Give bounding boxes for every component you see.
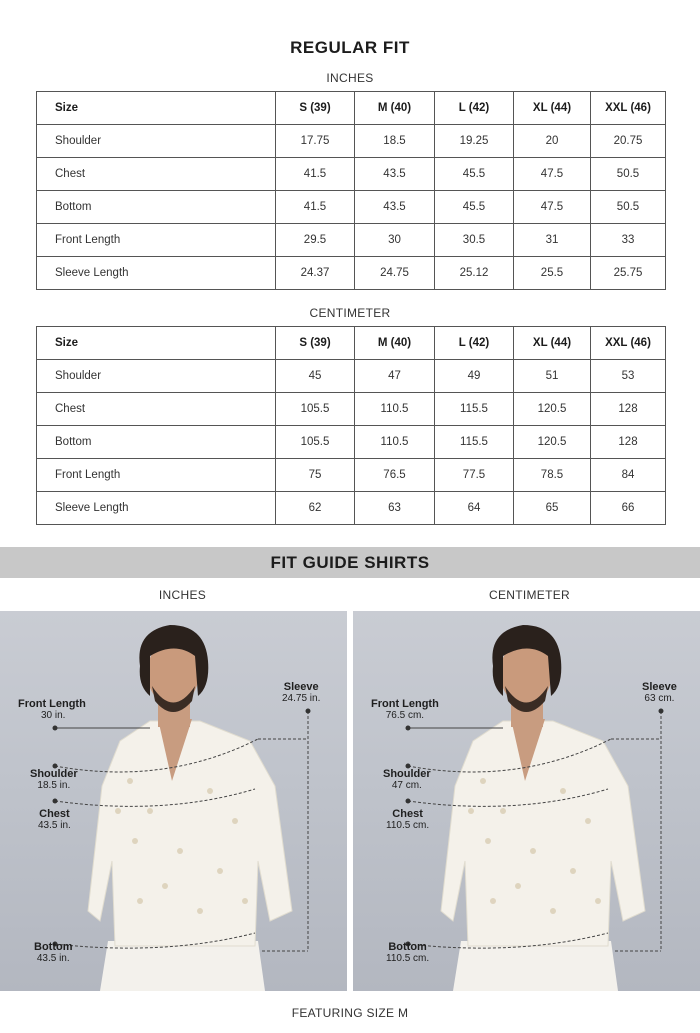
table-cell: 76.5 <box>355 459 435 492</box>
front-length-annotation <box>18 698 86 722</box>
table-cell: 50.5 <box>591 191 666 224</box>
row-label: Chest <box>37 393 276 426</box>
sleeve-annotation <box>642 681 677 705</box>
model-illustration <box>0 611 347 991</box>
table-cell: 47.5 <box>514 191 591 224</box>
table-row <box>37 191 666 224</box>
table-row <box>37 257 666 290</box>
table-cell: 120.5 <box>514 393 591 426</box>
table-cell: 110.5 <box>355 393 435 426</box>
table-cell: 25.5 <box>514 257 591 290</box>
row-label: Bottom <box>37 426 276 459</box>
chest-annotation <box>38 808 71 832</box>
featured-size-note: FEATURING SIZE M <box>291 1006 409 1020</box>
table-row <box>37 492 666 525</box>
annotation-name: Shoulder <box>30 768 78 780</box>
row-label: Front Length <box>37 224 276 257</box>
row-label: Front Length <box>37 459 276 492</box>
header-cell: L (42) <box>435 92 514 125</box>
table-cell: 128 <box>591 393 666 426</box>
table-cell: 120.5 <box>514 426 591 459</box>
table-cell: 115.5 <box>435 426 514 459</box>
front-length-annotation <box>371 698 439 722</box>
header-cell: Size <box>37 92 276 125</box>
annotation-name: Sleeve <box>642 681 677 693</box>
table-cell: 84 <box>591 459 666 492</box>
table-row <box>37 158 666 191</box>
table-cell: 62 <box>276 492 355 525</box>
annotation-name: Chest <box>39 808 70 820</box>
table-cell: 33 <box>591 224 666 257</box>
table-row <box>37 426 666 459</box>
table-cell: 110.5 <box>355 426 435 459</box>
table-cell: 41.5 <box>276 191 355 224</box>
fit-guide-photo-inches <box>0 611 347 991</box>
header-cell: S (39) <box>276 92 355 125</box>
table-cell: 24.37 <box>276 257 355 290</box>
centimeter-table-label: CENTIMETER <box>309 306 391 320</box>
table-cell: 75 <box>276 459 355 492</box>
shoulder-annotation <box>30 768 78 792</box>
table-cell: 41.5 <box>276 158 355 191</box>
table-cell: 17.75 <box>276 125 355 158</box>
table-cell: 66 <box>591 492 666 525</box>
header-cell: XL (44) <box>514 92 591 125</box>
annotation-name: Bottom <box>388 941 427 953</box>
header-cell: XXL (46) <box>591 327 666 360</box>
annotation-value: 110.5 cm. <box>386 820 430 831</box>
table-cell: 63 <box>355 492 435 525</box>
annotation-name: Shoulder <box>383 768 431 780</box>
header-cell: M (40) <box>355 327 435 360</box>
table-cell: 50.5 <box>591 158 666 191</box>
table-cell: 18.5 <box>355 125 435 158</box>
table-cell: 30.5 <box>435 224 514 257</box>
model-illustration <box>353 611 700 991</box>
row-label: Chest <box>37 158 276 191</box>
table-header-row <box>37 327 666 360</box>
annotation-name: Bottom <box>34 941 73 953</box>
table-row <box>37 125 666 158</box>
inches-table-label: INCHES <box>326 71 374 85</box>
table-cell: 64 <box>435 492 514 525</box>
table-cell: 115.5 <box>435 393 514 426</box>
table-row <box>37 393 666 426</box>
annotation-value: 18.5 in. <box>37 780 71 791</box>
header-cell: XXL (46) <box>591 92 666 125</box>
fit-guide-centimeter-label: CENTIMETER <box>489 588 570 602</box>
table-cell: 47.5 <box>514 158 591 191</box>
annotation-name: Chest <box>392 808 423 820</box>
table-cell: 30 <box>355 224 435 257</box>
table-cell: 43.5 <box>355 191 435 224</box>
bottom-annotation <box>386 941 429 965</box>
annotation-value: 30 in. <box>41 710 66 721</box>
chest-annotation <box>386 808 429 832</box>
table-cell: 77.5 <box>435 459 514 492</box>
table-cell: 24.75 <box>355 257 435 290</box>
table-cell: 45.5 <box>435 158 514 191</box>
annotation-value: 47 cm. <box>391 780 422 791</box>
table-cell: 105.5 <box>276 426 355 459</box>
header-cell: XL (44) <box>514 327 591 360</box>
table-cell: 78.5 <box>514 459 591 492</box>
sleeve-annotation <box>282 681 320 705</box>
annotation-value: 43.5 in. <box>38 820 71 831</box>
annotation-name: Sleeve <box>283 681 319 693</box>
annotation-name: Front Length <box>371 698 439 710</box>
table-cell: 45.5 <box>435 191 514 224</box>
table-cell: 19.25 <box>435 125 514 158</box>
table-cell: 25.75 <box>591 257 666 290</box>
table-cell: 43.5 <box>355 158 435 191</box>
annotation-name: Front Length <box>18 698 86 710</box>
annotation-value: 63 cm. <box>644 693 675 704</box>
shoulder-annotation <box>383 768 431 792</box>
table-row <box>37 459 666 492</box>
row-label: Sleeve Length <box>37 257 276 290</box>
table-cell: 45 <box>276 360 355 393</box>
table-header-row <box>37 92 666 125</box>
row-label: Shoulder <box>37 360 276 393</box>
header-cell: S (39) <box>276 327 355 360</box>
table-cell: 20 <box>514 125 591 158</box>
table-cell: 29.5 <box>276 224 355 257</box>
table-row <box>37 360 666 393</box>
table-cell: 47 <box>355 360 435 393</box>
header-cell: M (40) <box>355 92 435 125</box>
fit-guide-photo-centimeter <box>353 611 700 991</box>
table-cell: 105.5 <box>276 393 355 426</box>
centimeter-size-table <box>36 326 666 525</box>
header-cell: Size <box>37 327 276 360</box>
annotation-value: 76.5 cm. <box>385 710 425 721</box>
annotation-value: 43.5 in. <box>36 953 70 964</box>
table-cell: 51 <box>514 360 591 393</box>
table-cell: 53 <box>591 360 666 393</box>
annotation-value: 110.5 cm. <box>386 953 430 964</box>
table-cell: 49 <box>435 360 514 393</box>
table-row <box>37 224 666 257</box>
row-label: Bottom <box>37 191 276 224</box>
annotation-value: 24.75 in. <box>282 693 321 704</box>
table-cell: 31 <box>514 224 591 257</box>
header-cell: L (42) <box>435 327 514 360</box>
page-title: REGULAR FIT <box>290 38 410 57</box>
fit-guide-inches-label: INCHES <box>158 588 207 602</box>
table-cell: 20.75 <box>591 125 666 158</box>
table-cell: 25.12 <box>435 257 514 290</box>
row-label: Shoulder <box>37 125 276 158</box>
fit-guide-banner: FIT GUIDE SHIRTS <box>0 547 700 578</box>
inches-size-table <box>36 91 666 290</box>
table-cell: 65 <box>514 492 591 525</box>
row-label: Sleeve Length <box>37 492 276 525</box>
bottom-annotation <box>34 941 73 965</box>
table-cell: 128 <box>591 426 666 459</box>
